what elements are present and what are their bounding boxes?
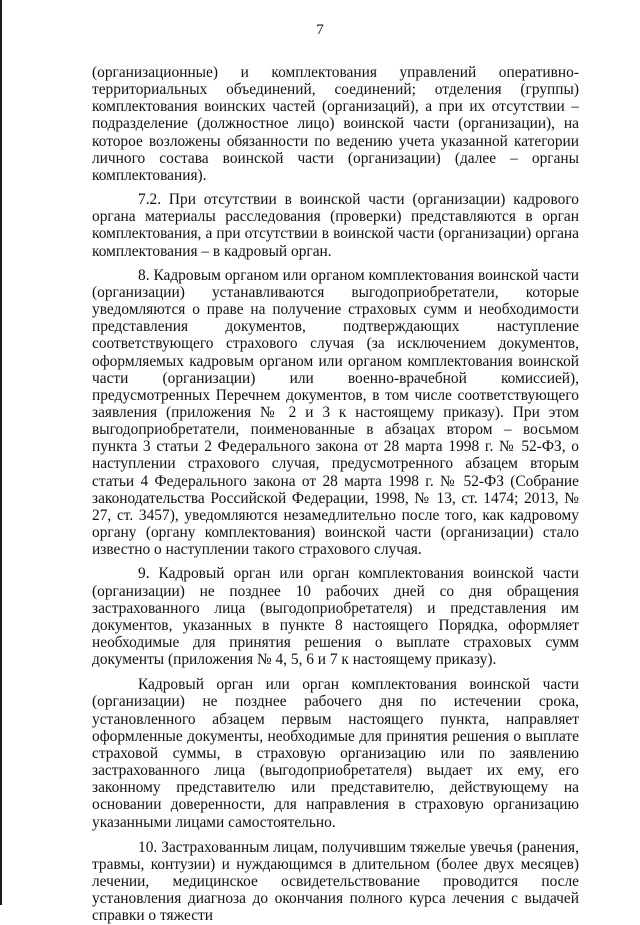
paragraph-10: 10. Застрахованным лицам, получившим тяжелые увечья (ранения, травмы, контузии) и нуждающимся в длительном (более двух месяцев) лечении, медицинское освидетельствование проводится после установления диагноза до окончания полного курса лечения с выдачей справки о тяжести: [92, 838, 579, 925]
document-body: [92, 64, 579, 925]
paragraph-9: 9. Кадровый орган или орган комплектования воинской части (организации) не позднее 10 рабочих дней со дня обращения застрахованного лица (выгодоприобретателя) и представления им документов, указанных в пункте 8 настоящего Порядка, оформляет необходимые для принятия решения о выплате страховых сумм документы (приложения № 4, 5, 6 и 7 к настоящему приказу).: [92, 565, 579, 669]
paragraph-7-2: 7.2. При отсутствии в воинской части (организации) кадрового органа материалы расследования (проверки) представляются в орган комплектования, а при отсутствии в воинской части (организации) органа комплектования – в кадровый орган.: [92, 191, 579, 260]
paragraph-9-second: Кадровый орган или орган комплектования воинской части (организации) не позднее рабочего дня по истечении срока, установленного абзацем первым настоящего пункта, направляет оформленные документы, необходимые для принятия решения о выплате страховой суммы, в страховую организацию или по заявлению застрахованного лица (выгодоприобретателя) выдает их ему, его законному представителю или представителю, действующему на основании доверенности, для направления в страховую организацию указанными лицами самостоятельно.: [92, 676, 579, 831]
paragraph-continuation: (организационные) и комплектования управлений оперативно-территориальных объединений, соединений; отделения (группы) комплектования воинских частей (организаций), а при их отсутствии – подразделение (должностное лицо) воинской части (организации), на которое возложены обязанности по ведению учета указанной категории личного состава воинской части (организации) (далее – органы комплектования).: [92, 64, 579, 184]
page-number: 7: [316, 22, 324, 38]
scan-page-edge: [0, 0, 2, 905]
paragraph-8: 8. Кадровым органом или органом комплектования воинской части (организации) устанавливаются выгодоприобретатели, которые уведомляются о праве на получение страховых сумм и необходимости представления документов, подтверждающих наступление соответствующего страхового случая (за исключением документов, оформляемых кадровым органом или органом комплектования воинской части (организации) или военно-врачебной комиссией), предусмотренных Перечнем документов, в том числе соответствующего заявления (приложения № 2 и 3 к настоящему приказу). При этом выгодоприобретатели, поименованные в абзацах втором – восьмом пункта 3 статьи 2 Федерального закона от 28 марта 1998 г. № 52-ФЗ, о наступлении страхового случая, предусмотренного абзацем вторым статьи 4 Федерального закона от 28 марта 1998 г. № 52-ФЗ (Собрание законодательства Российской Федерации, 1998, № 13, ст. 1474; 2013, № 27, ст. 3457), уведомляются незамедлительно после того, как кадровому органу (органу комплектования) воинской части (организации) стало известно о наступлении такого страхового случая.: [92, 266, 579, 559]
